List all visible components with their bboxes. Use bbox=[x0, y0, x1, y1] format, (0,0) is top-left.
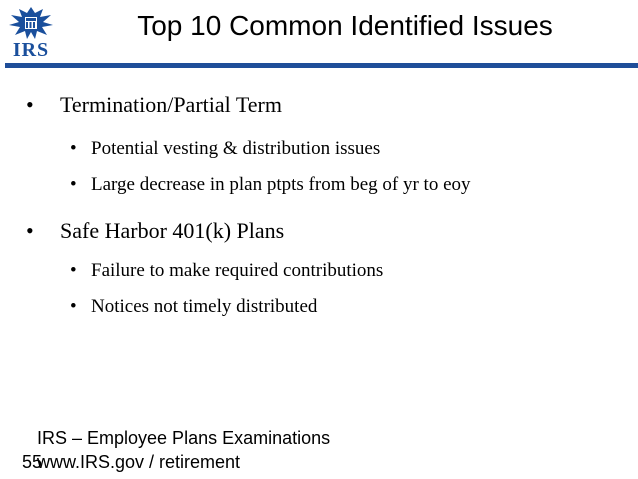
irs-eagle-seal-icon bbox=[5, 5, 57, 41]
footer-organization: IRS – Employee Plans Examinations bbox=[37, 428, 331, 448]
sub-bullet-text: Failure to make required contributions bbox=[91, 260, 384, 281]
page-number: 55 bbox=[22, 452, 43, 472]
title-divider bbox=[5, 63, 638, 68]
sub-bullet-dot-icon: • bbox=[70, 138, 77, 159]
sub-bullet-text: Notices not timely distributed bbox=[91, 296, 318, 317]
bullet-dot-icon: • bbox=[26, 92, 34, 117]
irs-logo-text: IRS bbox=[12, 39, 50, 61]
footer-website: www.IRS.gov / retirement bbox=[37, 452, 241, 472]
sub-bullet-dot-icon: • bbox=[70, 260, 77, 281]
sub-bullet-dot-icon: • bbox=[70, 296, 77, 317]
sub-bullet-text: Large decrease in plan ptpts from beg of yr to eoy bbox=[91, 174, 471, 195]
bullet-text: Safe Harbor 401(k) Plans bbox=[60, 218, 285, 243]
bullet-text: Termination/Partial Term bbox=[60, 92, 282, 117]
irs-logo bbox=[5, 5, 57, 61]
slide-title: Top 10 Common Identified Issues bbox=[137, 10, 553, 41]
sub-bullet-text: Potential vesting & distribution issues bbox=[91, 138, 381, 159]
bullet-dot-icon: • bbox=[26, 218, 34, 243]
sub-bullet-dot-icon: • bbox=[70, 174, 77, 195]
